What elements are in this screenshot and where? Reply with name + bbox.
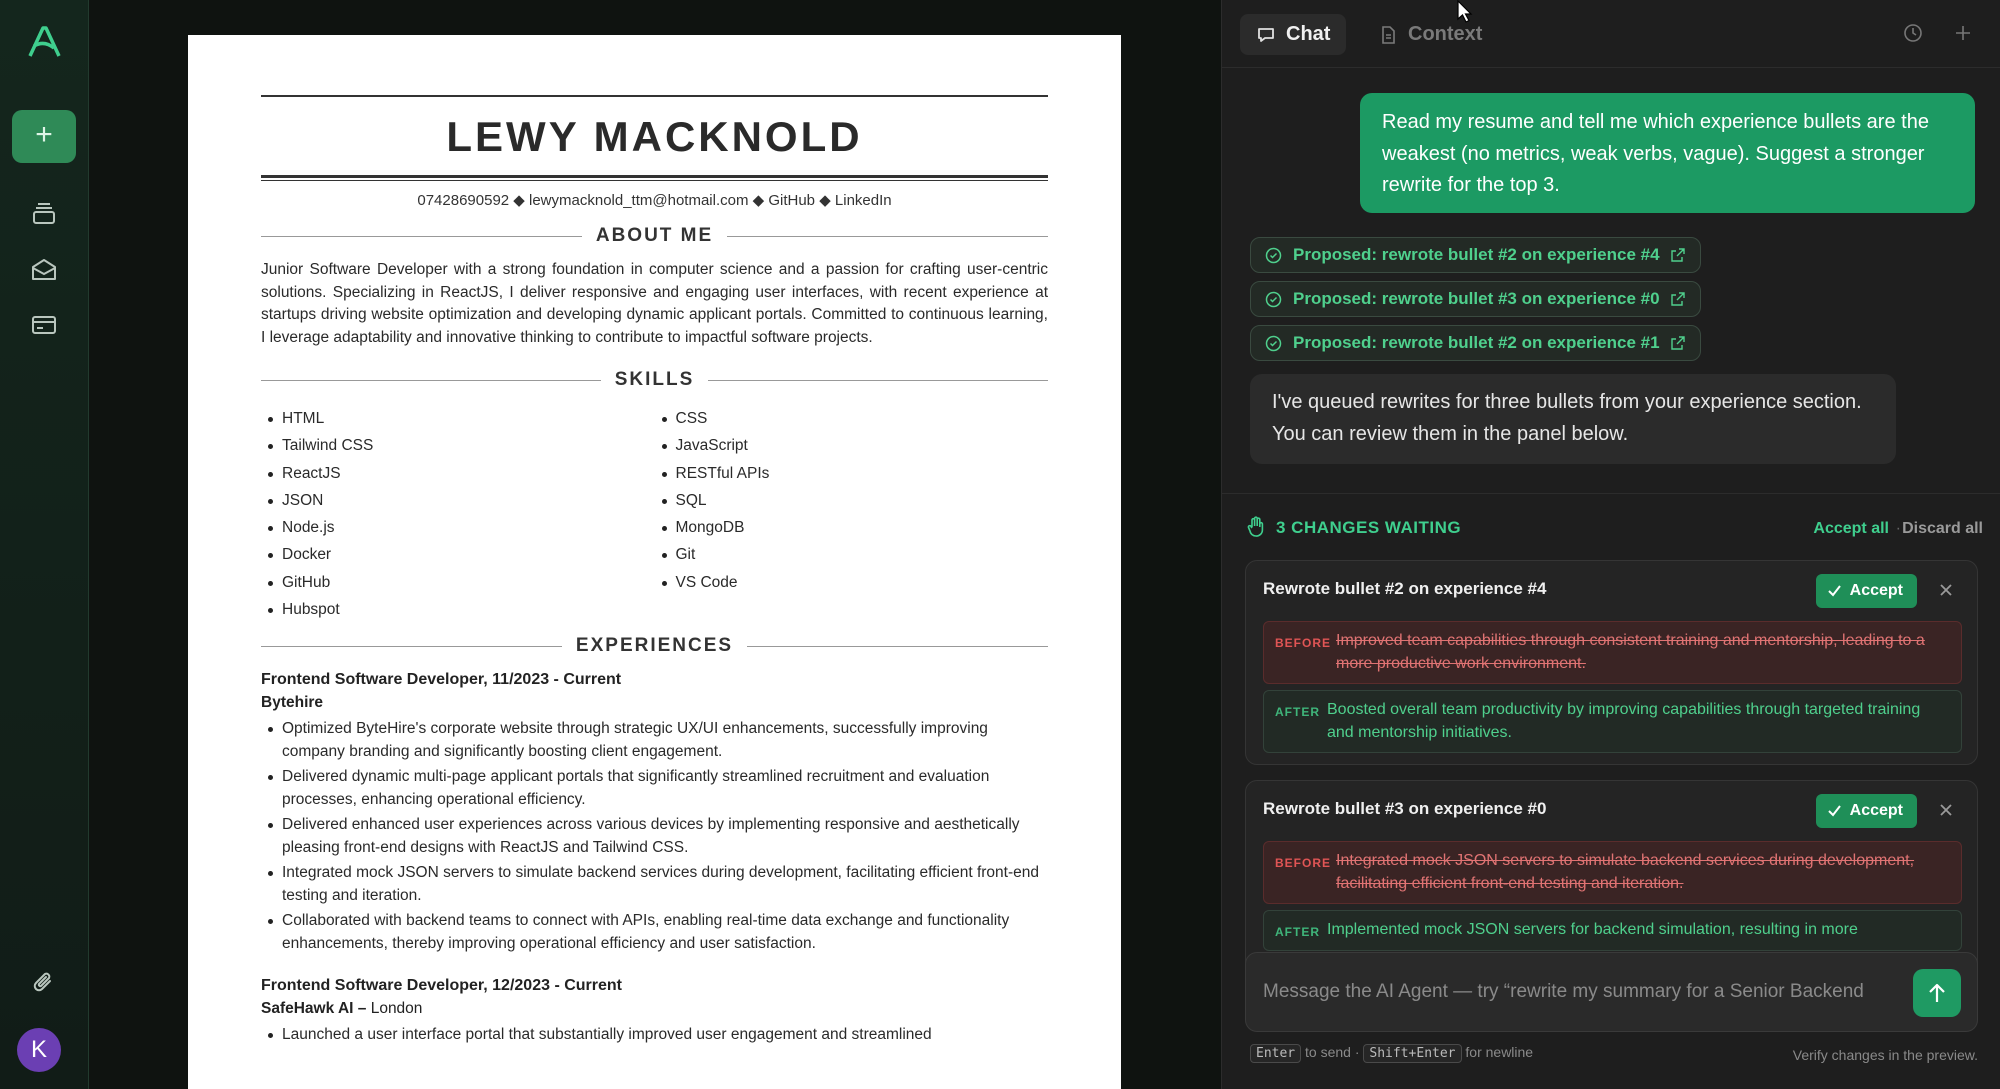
experiences-heading: EXPERIENCES	[261, 635, 1048, 657]
top-rule	[261, 95, 1048, 97]
skill-item: MongoDB	[655, 514, 1049, 541]
external-link-icon	[1670, 335, 1686, 351]
job-bullet: Launched a user interface portal that substantially improved user engagement and streamlined	[261, 1024, 1048, 1047]
after-tag: AFTER	[1275, 705, 1320, 719]
skill-item: GitHub	[261, 569, 655, 596]
skill-item: ReactJS	[261, 460, 655, 487]
skill-item: RESTful APIs	[655, 460, 1049, 487]
resume-contact: 07428690592 ◆ lewymacknold_ttm@hotmail.com ◆ GitHub ◆ LinkedIn	[417, 192, 892, 209]
stack-icon[interactable]	[29, 199, 59, 229]
send-button[interactable]	[1913, 969, 1961, 1017]
resume-name: LEWY MACKNOLD	[446, 113, 863, 160]
new-document-button[interactable]: +	[12, 110, 76, 163]
skill-item: Hubspot	[261, 596, 655, 623]
ai-agent-panel	[1221, 0, 2000, 1089]
job-title: Frontend Software Developer, 11/2023 - Current	[261, 671, 622, 689]
arrow-up-icon	[1927, 982, 1947, 1004]
assistant-message: I've queued rewrites for three bullets from your experience section. You can review them in the panel below.	[1250, 374, 1896, 464]
close-icon[interactable]	[1937, 801, 1955, 819]
changes-heading: 3 CHANGES WAITING	[1246, 518, 1461, 538]
skill-item: VS Code	[655, 569, 1049, 596]
change-card	[1245, 780, 1978, 980]
skill-item: Docker	[261, 541, 655, 568]
job-bullets	[261, 718, 1048, 955]
user-message: Read my resume and tell me which experience bullets are the weakest (no metrics, weak verbs, vague). Suggest a stronger rewrite for the top 3.	[1360, 93, 1975, 213]
skill-item: JavaScript	[655, 432, 1049, 459]
document-icon	[1378, 25, 1398, 45]
check-circle-icon	[1265, 335, 1282, 352]
history-icon[interactable]	[1902, 22, 1924, 44]
before-tag: BEFORE	[1275, 856, 1332, 870]
before-tag: BEFORE	[1275, 636, 1332, 650]
after-tag: AFTER	[1275, 925, 1320, 939]
skills-list	[261, 405, 1048, 623]
job-bullet: Delivered enhanced user experiences across various devices by implementing responsive and aesthetically pleasing front-end designs with ReactJS and Tailwind CSS.	[261, 814, 1048, 859]
chat-icon	[1256, 25, 1276, 45]
panel-tabs	[1222, 0, 2000, 68]
after-text: AFTER Boosted overall team productivity by improving capabilities through targeted training and mentorship initiatives.	[1263, 690, 1962, 753]
about-heading: ABOUT ME	[261, 225, 1048, 247]
skill-item: Tailwind CSS	[261, 432, 655, 459]
name-rule	[261, 175, 1048, 181]
skill-item: SQL	[655, 487, 1049, 514]
job-company: Bytehire	[261, 694, 324, 712]
check-icon	[1828, 585, 1841, 597]
user-avatar[interactable]: K	[17, 1028, 61, 1072]
experience-0	[261, 671, 1048, 955]
check-circle-icon	[1265, 247, 1282, 264]
accept-all-button[interactable]: Accept all	[1813, 520, 1889, 537]
pending-changes-section	[1222, 493, 2000, 939]
skill-item: Node.js	[261, 514, 655, 541]
tab-chat[interactable]: Chat	[1240, 14, 1346, 55]
about-text: Junior Software Developer with a strong foundation in computer science and a passion for crafting user-centric solutions. Specializing in ReactJS, I deliver responsive and engaging user interfaces, with recent experience at startups driving website optimization and developing dynamic applicant portals. Committed to continuous learning, I leverage adaptability and innovative thinking to contribute to impactful software projects.	[261, 261, 1048, 346]
job-bullet: Integrated mock JSON servers to simulate backend services during development, facilitating efficient front-end testing and iteration.	[261, 862, 1048, 907]
job-bullet: Collaborated with backend teams to connect with APIs, enabling real-time data exchange and functionality enhancements, thereby improving operational efficiency and user satisfaction.	[261, 910, 1048, 955]
skills-heading: SKILLS	[261, 369, 1048, 391]
external-link-icon	[1670, 291, 1686, 307]
close-icon[interactable]	[1937, 581, 1955, 599]
before-text: BEFORE Improved team capabilities through consistent training and mentorship, leading to a more productive work environment.	[1263, 621, 1962, 684]
before-text: BEFORE Integrated mock JSON servers to simulate backend services during development, facilitating efficient front-end testing and iteration.	[1263, 841, 1962, 904]
resume-preview-canvas	[89, 0, 1221, 1089]
accept-button[interactable]: Accept	[1816, 794, 1917, 828]
change-title: Rewrote bullet #2 on experience #4	[1263, 579, 1547, 598]
attachment-icon[interactable]	[29, 968, 59, 998]
job-bullet: Delivered dynamic multi-page applicant portals that significantly streamlined recruitment and evaluation processes, enhancing operational efficiency.	[261, 766, 1048, 811]
left-rail	[0, 0, 89, 1089]
composer-placeholder[interactable]: Message the AI Agent — try “rewrite my summary for a Senior Backend	[1263, 981, 1864, 1002]
after-text: AFTER Implemented mock JSON servers for backend simulation, resulting in more	[1263, 910, 1962, 951]
proposal-chip[interactable]: Proposed: rewrote bullet #3 on experience #0	[1250, 281, 1701, 317]
skills-column-right	[655, 405, 1049, 623]
change-card	[1245, 560, 1978, 765]
skill-item: CSS	[655, 405, 1049, 432]
hand-icon	[1246, 516, 1266, 538]
card-icon[interactable]	[29, 310, 59, 340]
mouse-cursor-icon	[1456, 0, 1474, 24]
new-chat-icon[interactable]	[1952, 22, 1974, 44]
skills-column-left	[261, 405, 655, 623]
proposal-chip[interactable]: Proposed: rewrote bullet #2 on experience #1	[1250, 325, 1701, 361]
verify-note: Verify changes in the preview.	[1792, 1047, 1978, 1063]
resume-page	[188, 35, 1121, 1089]
job-title: Frontend Software Developer, 12/2023 - Current	[261, 977, 622, 995]
discard-all-button[interactable]: Discard all	[1902, 520, 1983, 537]
app-logo-icon[interactable]	[24, 22, 64, 62]
job-company: SafeHawk AI – London	[261, 1000, 423, 1018]
keyboard-hint: Enter to send · Shift+Enter for newline	[1250, 1044, 1533, 1063]
skill-item: Git	[655, 541, 1049, 568]
skill-item: HTML	[261, 405, 655, 432]
check-circle-icon	[1265, 291, 1282, 308]
accept-button[interactable]: Accept	[1816, 574, 1917, 608]
external-link-icon	[1670, 247, 1686, 263]
inbox-icon[interactable]	[29, 255, 59, 285]
job-bullets	[261, 1024, 1048, 1047]
message-composer[interactable]	[1245, 952, 1978, 1032]
skill-item: JSON	[261, 487, 655, 514]
separator: ·	[1895, 520, 1901, 537]
change-title: Rewrote bullet #3 on experience #0	[1263, 799, 1547, 818]
proposal-chip[interactable]: Proposed: rewrote bullet #2 on experience #4	[1250, 237, 1701, 273]
experience-1	[261, 977, 1048, 1047]
job-bullet: Optimized ByteHire's corporate website through strategic UX/UI enhancements, successfully improving company branding and significantly boosting client engagement.	[261, 718, 1048, 763]
check-icon	[1828, 805, 1841, 817]
tab-context[interactable]: Context	[1362, 14, 1498, 55]
